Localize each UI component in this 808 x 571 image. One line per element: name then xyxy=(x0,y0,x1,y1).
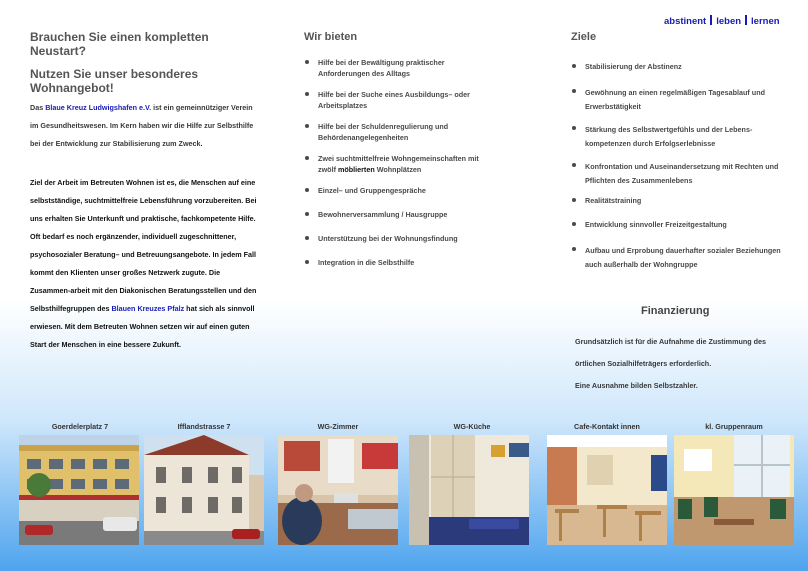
financing-line: örtlichen Sozialhilfeträgers erforderlich. xyxy=(575,359,712,368)
goals-list xyxy=(571,61,786,274)
list-item: Hilfe bei der Bewältigung praktischer Anforderungen des Alltags xyxy=(304,57,492,89)
list-item: Realitätstraining xyxy=(571,195,786,219)
list-item: Bewohnerversammlung / Hausgruppe xyxy=(304,209,492,233)
photo-goerdelerplatz xyxy=(19,435,139,545)
list-item: Konfrontation und Auseinandersetzung mit Rechten und Pflichten des Zusammenlebens xyxy=(571,160,786,195)
photo-label: Goerdelerplatz 7 xyxy=(51,422,109,431)
main-heading: Brauchen Sie einen kompletten Neustart? xyxy=(30,30,209,58)
blaues-kreuz-pfalz-link: Blauen Kreuzes Pfalz xyxy=(111,304,185,313)
list-item-text: Zwei suchtmittelfreie Wohngemeinschaften mit zwölf xyxy=(318,154,479,174)
list-item: Einzel– und Gruppengespräche xyxy=(304,185,492,209)
tagline xyxy=(664,15,780,27)
intro-paragraph xyxy=(30,99,262,153)
offer-title: Wir bieten xyxy=(304,31,358,43)
intro-text: ist ein gemeinnütziger Verein im Gesundheitswesen. Im Kern haben wir die Hilfe zur Selbsthilfe bei der Entwicklung zur Stabilisierung zum Zweck. xyxy=(30,103,254,148)
list-item: Stabilisierung der Abstinenz xyxy=(571,61,786,86)
list-item: Hilfe bei der Schuldenregulierung und Behördenangelegenheiten xyxy=(304,121,492,153)
list-item: Entwicklung sinnvoller Freizeitgestaltung xyxy=(571,219,786,244)
goals-title: Ziele xyxy=(571,31,597,43)
photo-label: WG-Zimmer xyxy=(317,422,359,431)
intro-text: Das xyxy=(30,103,46,112)
tagline-part1: abstinent xyxy=(664,16,707,27)
photo-wg-zimmer xyxy=(278,435,398,545)
goal-paragraph xyxy=(30,174,262,354)
list-item xyxy=(304,153,492,185)
tagline-divider xyxy=(710,15,712,25)
list-item-emph: möblierten xyxy=(337,165,375,174)
photo-label: Cafe-Kontakt innen xyxy=(574,422,640,431)
list-item: Unterstützung bei der Wohnungsfindung xyxy=(304,233,492,257)
offer-list xyxy=(304,57,492,281)
goal-text: hat sich als sinnvoll erwiesen. Mit dem Betreuten Wohnen setzen wir auf einen guten Start der Menschen in eine bessere Zukunft. xyxy=(30,304,255,349)
list-item: Integration in die Selbsthilfe xyxy=(304,257,492,281)
tagline-part3: lernen xyxy=(751,16,780,27)
list-item: Hilfe bei der Suche eines Ausbildungs– oder Arbeitsplatzes xyxy=(304,89,492,121)
photo-ifflandstrasse xyxy=(144,435,264,545)
financing-title: Finanzierung xyxy=(641,305,710,317)
list-item-text: Wohnplätzen xyxy=(374,165,422,174)
tagline-part2: leben xyxy=(716,16,742,27)
list-item: Stärkung des Selbstwertgefühls und der Lebens-kompetenzen durch Erfolgserlebnisse xyxy=(571,123,786,160)
list-item: Gewöhnung an einen regelmäßigen Tagesablauf und Erwerbstätigkeit xyxy=(571,86,786,123)
photo-cafe-kontakt xyxy=(547,435,667,545)
photo-label: WG-Küche xyxy=(453,422,491,431)
goal-text: Ziel der Arbeit im Betreuten Wohnen ist es, die Menschen auf eine selbstständige, suchtmittelfreie Lebensführung vorzubereiten. Bei uns erhalten Sie Unterkunft und praktische, fachkompetente Hilfe. Oft bedarf es noch ergänzender, individuell zugeschnittener, psychosozialer Beratung– und Betreuungsangebote. In jedem Fall kommt den Klienten unser großes Netzwerk zugute. Die Zusammen-arbeit mit den Diakonischen Beratungsstellen und den Selbsthilfegruppen des xyxy=(30,178,257,313)
financing-text xyxy=(575,331,790,397)
photo-label: Ifflandstrasse 7 xyxy=(177,422,231,431)
financing-line: Grundsätzlich ist für die Aufnahme die Zustimmung des xyxy=(575,337,767,346)
org-name-link: Blaue Kreuz Ludwigshafen e.V. xyxy=(45,103,152,112)
tagline-divider xyxy=(745,15,747,25)
list-item: Aufbau und Erprobung dauerhafter sozialer Beziehungen auch außerhalb der Wohngruppe xyxy=(571,244,786,274)
photo-gruppenraum xyxy=(674,435,794,545)
financing-line: Eine Ausnahme bilden Selbstzahler. xyxy=(575,381,698,390)
sub-heading: Nutzen Sie unser besonderes Wohnangebot! xyxy=(30,67,199,95)
photo-label: kl. Gruppenraum xyxy=(705,422,763,431)
photo-wg-kueche xyxy=(409,435,529,545)
